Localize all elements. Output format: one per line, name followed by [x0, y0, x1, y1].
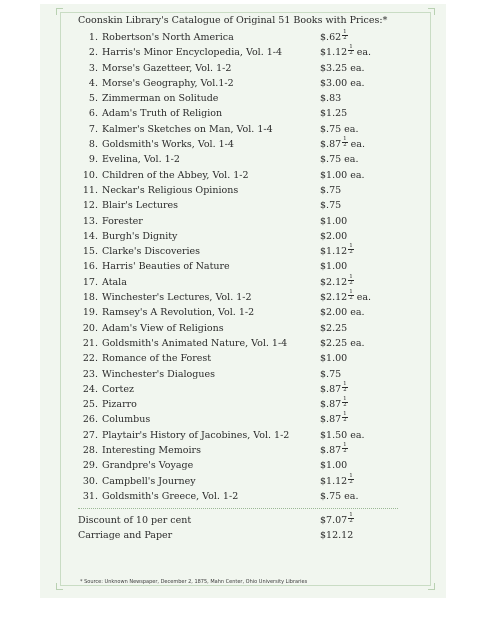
book-number: 4.: [88, 77, 98, 89]
book-price: $1.00: [320, 460, 348, 472]
book-row: [78, 396, 418, 414]
book-number: 7.: [88, 123, 98, 135]
book-number: 23.: [82, 368, 98, 380]
half-fraction: $\frac{1}{2}$: [349, 44, 353, 57]
book-title: Kalmer's Sketches on Man, Vol. 1-4: [102, 123, 273, 135]
book-price: $1.12 $\frac{1}{2}$: [320, 472, 353, 487]
book-title: Cortez: [102, 383, 134, 395]
frame-corner: [428, 583, 435, 590]
source-footnote: * Source: Unknown Newspaper, December 2, 1875, Mahn Center, Ohio University Libraries: [80, 579, 308, 585]
half-fraction: $\frac{1}{2}$: [343, 29, 347, 41]
book-price: $.87 $\frac{1}{2}$ ea.: [320, 136, 365, 151]
half-fraction: $\frac{1}{2}$: [343, 442, 347, 455]
carriage-label: Carriage and Paper: [78, 530, 173, 541]
book-row: [78, 136, 418, 154]
book-number: 21.: [82, 337, 98, 349]
book-price: $.87 $\frac{1}{2}$: [320, 411, 347, 426]
book-title: Morse's Gazetteer, Vol. 1-2: [102, 62, 232, 74]
book-price: $1.00: [320, 215, 348, 227]
book-title: Neckar's Religious Opinions: [102, 184, 239, 196]
book-number: 29.: [82, 460, 98, 472]
half-fraction: $\frac{1}{2}$: [343, 136, 347, 149]
book-price: $1.25: [320, 108, 348, 120]
book-title: Evelina, Vol. 1-2: [102, 154, 180, 166]
book-price: $1.00: [320, 353, 348, 365]
book-title: Winchester's Dialogues: [102, 368, 215, 380]
book-row: [78, 442, 418, 460]
book-title: Campbell's Journey: [102, 475, 196, 487]
carriage-row: [78, 530, 418, 545]
book-row: [78, 472, 418, 491]
book-number: 24.: [82, 383, 98, 395]
book-number: 28.: [82, 445, 98, 457]
book-title: Grandpre's Voyage: [102, 460, 194, 472]
book-price: $2.25 ea.: [320, 337, 365, 349]
discount-value: $7.07 $\frac{1}{2}$: [320, 512, 353, 526]
book-row: [78, 44, 418, 62]
carriage-value: $12.12: [320, 530, 354, 541]
each-suffix: ea.: [350, 139, 365, 151]
book-row: [78, 216, 418, 231]
book-number: 9.: [88, 154, 98, 166]
book-title: Ramsey's A Revolution, Vol. 1-2: [102, 307, 255, 319]
book-number: 31.: [82, 490, 98, 502]
book-price: $.62 $\frac{1}{2}$: [320, 29, 347, 43]
book-title: Pizarro: [102, 399, 137, 411]
book-number: 16.: [82, 261, 98, 273]
book-number: 26.: [82, 414, 98, 426]
book-number: 11.: [82, 184, 98, 196]
book-price: $1.00: [320, 261, 348, 273]
book-number: 19.: [82, 307, 98, 319]
book-number: 8.: [88, 139, 98, 151]
book-price: $.75 ea.: [320, 154, 359, 166]
frame-corner: [56, 583, 63, 590]
book-row: [78, 460, 418, 475]
book-number: 10.: [82, 169, 98, 181]
book-price: $.83: [320, 93, 342, 105]
book-number: 14.: [82, 230, 98, 242]
book-row: [78, 380, 418, 399]
book-number: 12.: [82, 200, 98, 212]
book-row: [78, 154, 418, 169]
half-fraction: $\frac{1}{2}$: [349, 273, 353, 286]
book-row: [78, 261, 418, 276]
half-fraction: $\frac{1}{2}$: [343, 380, 347, 393]
book-title: Children of the Abbey, Vol. 1-2: [102, 169, 249, 181]
half-fraction: $\frac{1}{2}$: [343, 396, 347, 409]
book-row: [78, 430, 418, 445]
book-row: [78, 170, 418, 185]
book-title: Goldsmith's Greece, Vol. 1-2: [102, 490, 239, 502]
half-fraction: $\frac{1}{2}$: [349, 512, 353, 524]
book-number: 25.: [82, 399, 98, 411]
book-number: 3.: [88, 62, 98, 74]
book-number: 17.: [82, 276, 98, 288]
book-row: [78, 63, 418, 78]
half-fraction: $\frac{1}{2}$: [349, 243, 353, 256]
book-title: Burgh's Dignity: [102, 230, 178, 242]
book-row: [78, 323, 418, 338]
book-title: Romance of the Forest: [102, 353, 212, 365]
book-row: [78, 185, 418, 200]
book-number: 22.: [82, 353, 98, 365]
book-title: Blair's Lectures: [102, 200, 178, 212]
catalogue-title: Coonskin Library's Catalogue of Original 51 Books with Prices:*: [78, 15, 388, 26]
book-row: [78, 78, 418, 93]
book-row: [78, 353, 418, 368]
book-number: 1.: [88, 32, 98, 43]
book-price: $1.12 $\frac{1}{2}$: [320, 243, 353, 258]
book-price: $.87 $\frac{1}{2}$: [320, 380, 347, 395]
book-price: $1.12 $\frac{1}{2}$ ea.: [320, 44, 372, 59]
half-fraction: $\frac{1}{2}$: [343, 411, 347, 424]
book-number: 30.: [82, 475, 98, 487]
book-row: [78, 491, 418, 506]
book-row: [78, 124, 418, 139]
book-price: $2.25: [320, 322, 348, 334]
book-row: [78, 307, 418, 322]
book-title: Winchester's Lectures, Vol. 1-2: [102, 292, 252, 304]
book-title: Morse's Geography, Vol.1-2: [102, 77, 234, 89]
book-row: [78, 289, 418, 307]
book-title: Atala: [102, 276, 127, 288]
book-price: $2.12 $\frac{1}{2}$ ea.: [320, 289, 372, 304]
half-fraction: $\frac{1}{2}$: [349, 472, 353, 485]
book-title: Goldsmith's Animated Nature, Vol. 1-4: [102, 337, 288, 349]
book-price: $3.25 ea.: [320, 62, 365, 74]
book-price: $3.00 ea.: [320, 77, 365, 89]
book-title: Robertson's North America: [102, 32, 234, 43]
book-title: Columbus: [102, 414, 151, 426]
book-number: 5.: [88, 93, 98, 105]
book-row: [78, 369, 418, 384]
book-price: $.87 $\frac{1}{2}$: [320, 442, 347, 457]
book-number: 15.: [82, 246, 98, 258]
book-title: Playtair's History of Jacobines, Vol. 1-2: [102, 429, 290, 441]
book-price: $1.50 ea.: [320, 429, 365, 441]
book-price: $2.00: [320, 230, 348, 242]
frame-corner: [56, 8, 63, 15]
book-title: Clarke's Discoveries: [102, 246, 201, 258]
book-title: Interesting Memoirs: [102, 445, 201, 457]
book-number: 18.: [82, 292, 98, 304]
book-price: $2.00 ea.: [320, 307, 365, 319]
book-title: Forester: [102, 215, 143, 227]
book-number: 13.: [82, 215, 98, 227]
book-number: 27.: [82, 429, 98, 441]
book-price: $.75: [320, 184, 342, 196]
book-price: $.75 ea.: [320, 490, 359, 502]
book-price: $.75: [320, 368, 342, 380]
book-title: Harris's Minor Encyclopedia, Vol. 1-4: [102, 47, 283, 59]
book-row: [78, 93, 418, 108]
book-row: [78, 411, 418, 429]
book-number: 2.: [88, 47, 98, 59]
book-row: [78, 243, 418, 261]
discount-label: Discount of 10 per cent: [78, 515, 192, 526]
book-number: 6.: [88, 108, 98, 120]
book-title: Adam's Truth of Religion: [102, 108, 223, 120]
book-row: [78, 231, 418, 246]
book-price: $.75 ea.: [320, 123, 359, 135]
book-row: [78, 273, 418, 292]
book-row: [78, 108, 418, 123]
discount-row: [78, 512, 418, 530]
divider: [78, 508, 398, 509]
book-price: $.75: [320, 200, 342, 212]
half-fraction: $\frac{1}{2}$: [349, 289, 353, 302]
book-title: Zimmerman on Solitude: [102, 93, 219, 105]
book-row: [78, 200, 418, 215]
book-list: [78, 29, 418, 506]
book-price: $2.12 $\frac{1}{2}$: [320, 273, 353, 288]
book-title: Harris' Beauties of Nature: [102, 261, 230, 273]
book-price: $1.00 ea.: [320, 169, 365, 181]
book-title: Adam's View of Religions: [102, 322, 224, 334]
book-row: [78, 29, 418, 47]
frame-corner: [428, 8, 435, 15]
each-suffix: ea.: [356, 47, 372, 59]
book-price: $.87 $\frac{1}{2}$: [320, 396, 347, 411]
book-row: [78, 338, 418, 353]
each-suffix: ea.: [356, 292, 372, 304]
book-title: Goldsmith's Works, Vol. 1-4: [102, 139, 234, 151]
book-number: 20.: [82, 322, 98, 334]
